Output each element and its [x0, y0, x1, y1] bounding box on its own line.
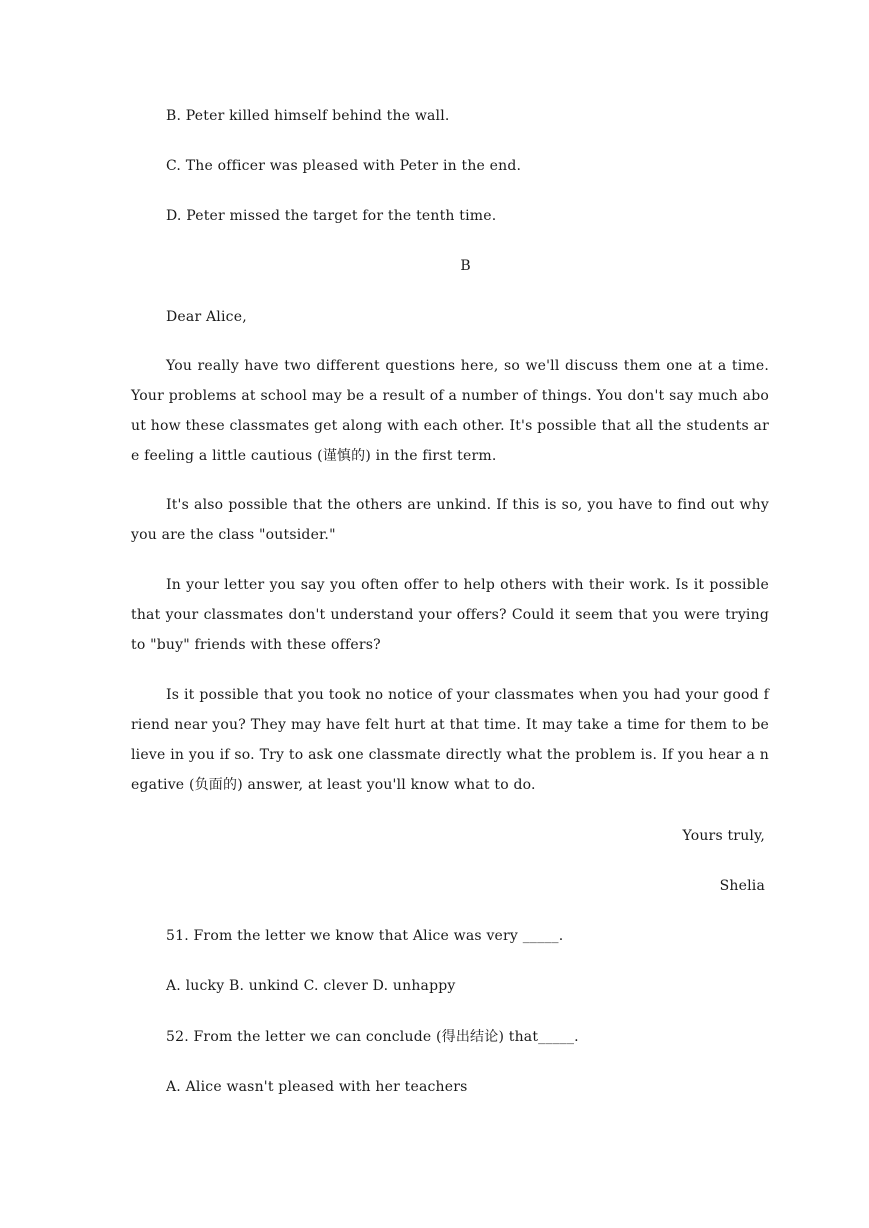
question-52-option-a: A. Alice wasn't pleased with her teachers [166, 1079, 468, 1095]
question-51-options: A. lucky B. unkind C. clever D. unhappy [166, 978, 456, 994]
question-51: 51. From the letter we know that Alice was very _____. [166, 928, 564, 944]
letter-paragraph-2: It's also possible that the others are unkind. If this is so, you have to find out why you are the class "outsider." [131, 497, 769, 543]
letter-salutation: Dear Alice, [166, 309, 247, 325]
letter-closing: Yours truly, [682, 828, 765, 844]
section-label: B [460, 258, 471, 274]
option-b-prev: B. Peter killed himself behind the wall. [166, 108, 450, 124]
letter-signature: Shelia [719, 878, 765, 894]
option-c-prev: C. The officer was pleased with Peter in the end. [166, 158, 522, 174]
letter-paragraph-1: You really have two different questions here, so we'll discuss them one at a time. Your problems at school may be a result of a number of things. You don't say much about how these classmates get along with each other. It's possible that all the students are feeling a little cautious (谨慎的) in the first term. [131, 358, 769, 464]
question-52: 52. From the letter we can conclude (得出结论) that_____. [166, 1029, 579, 1045]
letter-paragraph-4: Is it possible that you took no notice of your classmates when you had your good friend near you? They may have felt hurt at that time. It may take a time for them to believe in you if so. Try to ask one classmate directly what the problem is. If you hear a negative (负面的) answer, at least you'll know what to do. [131, 687, 769, 793]
letter-paragraph-3: In your letter you say you often offer to help others with their work. Is it possible that your classmates don't understand your offers? Could it seem that you were trying to "buy" friends with these offers? [131, 577, 769, 653]
option-d-prev: D. Peter missed the target for the tenth time. [166, 208, 497, 224]
